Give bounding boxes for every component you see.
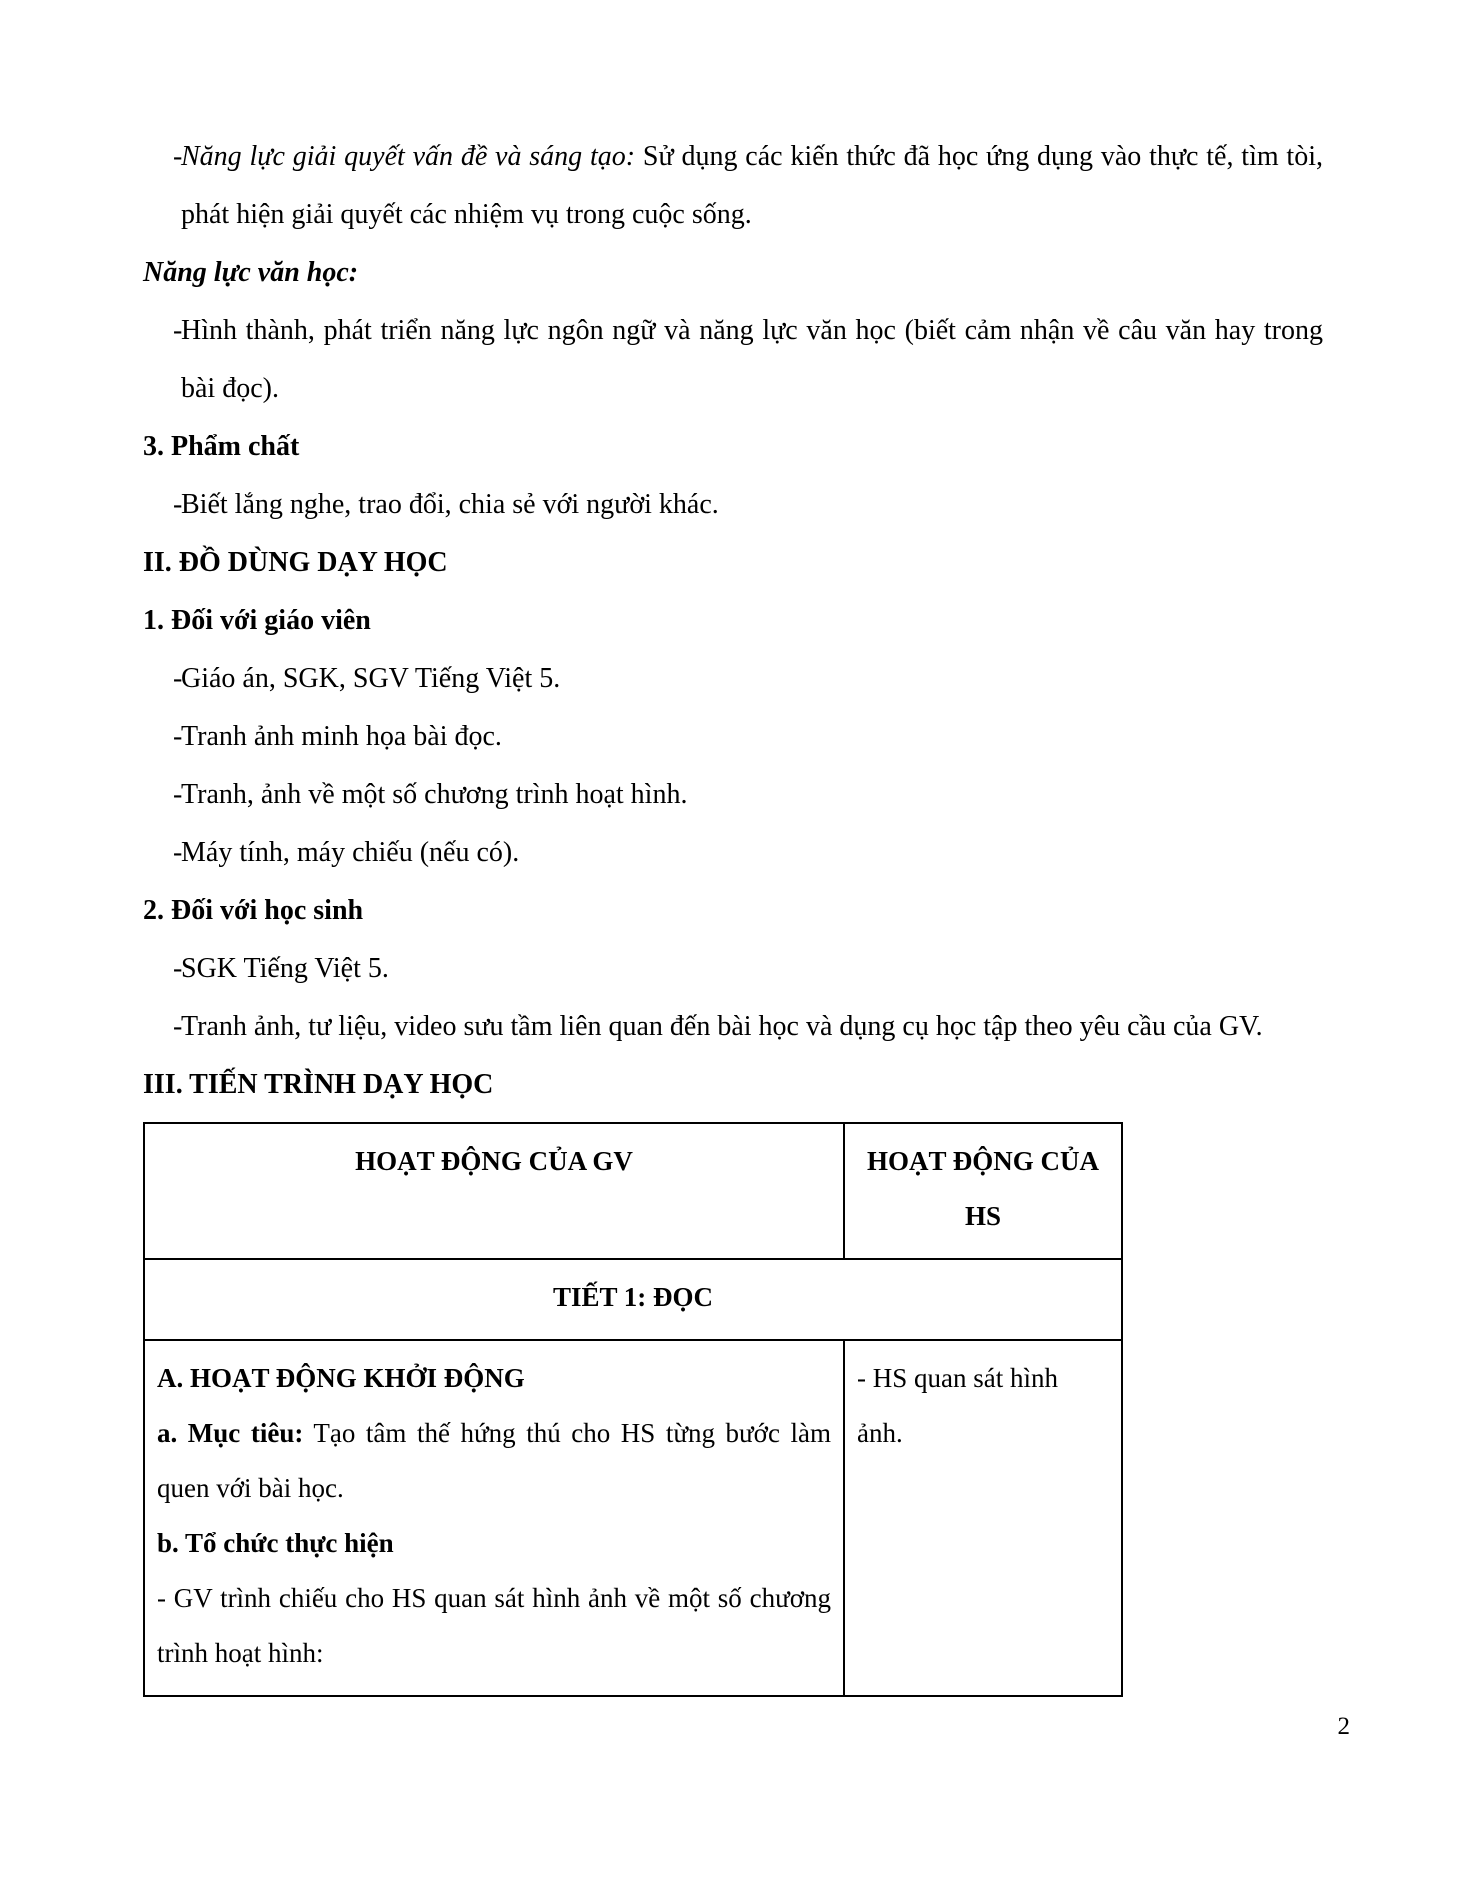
list-item-text: SGK Tiếng Việt 5.	[181, 953, 389, 984]
activity-objective-text: Tạo tâm thế hứng thú cho HS từng bước làm quen với bài học.	[157, 1418, 831, 1503]
list-item-text: Biết lắng nghe, trao đổi, chia sẻ với người khác.	[181, 489, 719, 520]
page-content	[143, 128, 1323, 1697]
list-item-teacher-1	[143, 708, 1323, 766]
list-item-competency-problem-solving	[143, 128, 1323, 244]
list-item-text: Tranh, ảnh về một số chương trình hoạt hình.	[181, 779, 688, 810]
list-item-text	[181, 128, 1323, 244]
bullet-dash: -	[173, 315, 183, 346]
list-item-teacher-2	[143, 766, 1323, 824]
heading-section-iii: III. TIẾN TRÌNH DẠY HỌC	[143, 1069, 494, 1100]
list-item-text: Tranh ảnh, tư liệu, video sưu tầm liên quan đến bài học và dụng cụ học tập theo yêu cầu của GV.	[181, 1011, 1263, 1042]
activity-objective-label: a. Mục tiêu:	[157, 1418, 304, 1448]
list-item-text: Hình thành, phát triển năng lực ngôn ngữ và năng lực văn học (biết cảm nhận về câu văn hay trong bài đọc).	[181, 315, 1323, 404]
competency-label: Năng lực giải quyết vấn đề và sáng tạo:	[181, 141, 636, 172]
list-item-literary-competency	[143, 302, 1323, 418]
bullet-dash: -	[173, 953, 183, 984]
competency-text: Sử dụng các kiến thức đã học ứng dụng vào thực tế, tìm tòi, phát hiện giải quyết các nhiệm vụ trong cuộc sống.	[181, 141, 1323, 230]
activity-objective	[157, 1406, 831, 1516]
table-row-tiet	[144, 1259, 1122, 1340]
hs-activity-text: - HS quan sát hình ảnh.	[857, 1363, 1058, 1448]
bullet-dash: -	[173, 489, 183, 520]
table-header-gv: HOẠT ĐỘNG CỦA GV	[144, 1123, 844, 1259]
bullet-dash: -	[173, 1011, 183, 1042]
heading-teacher-materials: 1. Đối với giáo viên	[143, 605, 371, 636]
bullet-dash: -	[173, 141, 183, 172]
list-item-text: Máy tính, máy chiếu (nếu có).	[181, 837, 520, 868]
table-header-row	[144, 1123, 1122, 1259]
bullet-dash: -	[173, 837, 183, 868]
list-item-text: Giáo án, SGK, SGV Tiếng Việt 5.	[181, 663, 561, 694]
table-header-hs: HOẠT ĐỘNG CỦA HS	[844, 1123, 1122, 1259]
page-number: 2	[1337, 1713, 1350, 1740]
activity-step: - GV trình chiếu cho HS quan sát hình ảnh về một số chương trình hoạt hình:	[157, 1583, 831, 1668]
list-item-teacher-3	[143, 824, 1323, 882]
table-row	[144, 1340, 1122, 1696]
list-item-quality	[143, 476, 1323, 534]
activity-heading-b: b. Tổ chức thực hiện	[157, 1528, 394, 1558]
list-item-teacher-0	[143, 650, 1323, 708]
list-item-student-1	[143, 998, 1323, 1056]
activity-heading-a: A. HOẠT ĐỘNG KHỞI ĐỘNG	[157, 1363, 525, 1393]
table-cell-tiet-title: TIẾT 1: ĐỌC	[144, 1259, 1122, 1340]
list-item-text: Tranh ảnh minh họa bài đọc.	[181, 721, 502, 752]
teaching-process-table	[143, 1122, 1123, 1697]
bullet-dash: -	[173, 779, 183, 810]
bullet-dash: -	[173, 663, 183, 694]
table-cell-gv-activity	[144, 1340, 844, 1696]
heading-quality: 3. Phẩm chất	[143, 431, 300, 462]
heading-section-ii: II. ĐỒ DÙNG DẠY HỌC	[143, 547, 448, 578]
list-item-student-0	[143, 940, 1323, 998]
table-cell-hs-activity	[844, 1340, 1122, 1696]
heading-literary-competency: Năng lực văn học:	[143, 257, 359, 288]
heading-student-materials: 2. Đối với học sinh	[143, 895, 364, 926]
bullet-dash: -	[173, 721, 183, 752]
